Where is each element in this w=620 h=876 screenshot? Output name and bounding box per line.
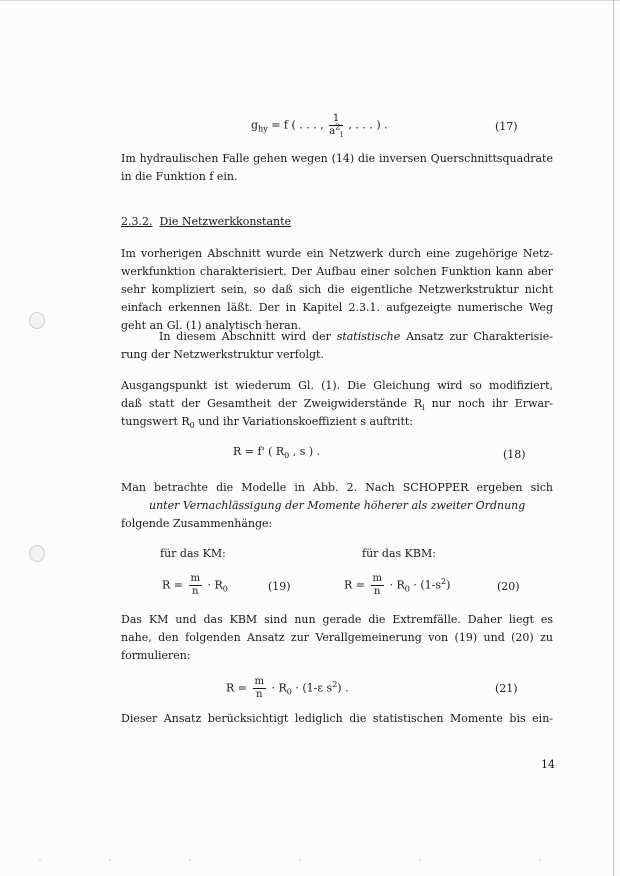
- text-line: in die Funktion f ein.: [121, 170, 238, 183]
- fraction-numerator: m: [254, 676, 264, 687]
- text-line: sehr kompliziert sein, so daß sich die eigentliche Netzwerkstruktur nicht: [121, 283, 553, 296]
- eq-text: R =: [344, 578, 365, 592]
- text-run: In diesem Abschnitt wird der: [159, 330, 337, 343]
- paragraph: [121, 710, 553, 728]
- fraction: [189, 573, 202, 598]
- text-line: Im vorherigen Abschnitt wurde ein Netzwerk durch eine zugehörige Netz-: [121, 247, 553, 260]
- text-line: werkfunktion charakterisiert. Der Aufbau einer solchen Funktion kann aber: [121, 265, 553, 278]
- fraction-denominator: n: [374, 586, 381, 597]
- paragraph: [121, 150, 553, 186]
- fraction-denominator: n: [256, 689, 263, 700]
- text-line: Das KM und das KBM sind nun gerade die Extremfälle. Daher liegt es: [121, 613, 553, 626]
- text-run: Ansatz zur Charakterisie-: [400, 330, 553, 343]
- text-sub: i: [422, 403, 425, 413]
- fraction-numerator: m: [190, 573, 200, 584]
- eq-sub: 0: [286, 687, 292, 697]
- equation-number: (19): [268, 580, 291, 593]
- page-number: 14: [541, 758, 555, 771]
- eq-text: g: [251, 118, 259, 132]
- eq-text: · R: [389, 578, 405, 592]
- eq-text: ) .: [337, 681, 349, 695]
- equation-number: (20): [497, 580, 520, 593]
- section-heading: [121, 213, 291, 231]
- eq-text: R =: [162, 578, 183, 592]
- eq-text: · (1-ε s: [291, 681, 333, 695]
- equation-19: [162, 573, 228, 598]
- text-line: folgende Zusammenhänge:: [121, 517, 273, 530]
- eq-sub: i: [340, 130, 343, 139]
- eq-text: = f ( . . . ,: [267, 118, 324, 132]
- equation-21: [226, 676, 349, 701]
- eq-sup: 2: [332, 679, 338, 689]
- fraction-numerator: m: [372, 573, 382, 584]
- eq-text: R = f' ( R: [233, 445, 285, 458]
- label-kbm: für das KBM:: [362, 547, 436, 560]
- eq-sub: 0: [404, 584, 410, 594]
- emphasis: statistische: [336, 330, 401, 343]
- fraction-denominator: n: [192, 586, 199, 597]
- label-km: für das KM:: [160, 547, 226, 560]
- eq-text: ): [446, 578, 451, 592]
- text-line: [121, 328, 553, 346]
- fraction-denominator: [329, 122, 343, 139]
- eq-sub: 0: [284, 451, 290, 461]
- eq-text: · (1-s: [409, 578, 442, 592]
- eq-text: a: [329, 126, 336, 137]
- heading-number: 2.3.2.: [121, 215, 153, 228]
- eq-text: , s ) .: [289, 445, 321, 458]
- scan-speckles: [0, 858, 620, 862]
- text-line: [121, 395, 553, 413]
- eq-sub: 0: [222, 584, 228, 594]
- text-run: tungswert R: [121, 415, 190, 428]
- paragraph: [121, 479, 553, 533]
- text-line: [121, 413, 553, 431]
- text-run: nur noch ihr Erwar-: [424, 397, 553, 410]
- equation-18: [233, 443, 320, 461]
- text-line: Im hydraulischen Falle gehen wegen (14) die inversen Querschnittsquadrate: [121, 152, 553, 165]
- equation-20: [344, 573, 450, 598]
- paragraph: [121, 328, 553, 364]
- equation-number: (18): [503, 448, 526, 461]
- text-line: nahe, den folgenden Ansatz zur Verallgemeinerung von (19) und (20) zu: [121, 631, 553, 644]
- text-sub: 0: [189, 421, 195, 431]
- fraction: [371, 573, 384, 598]
- paragraph: [121, 245, 553, 335]
- eq-sup: 2: [441, 576, 447, 586]
- text-line: Dieser Ansatz berücksichtigt lediglich die statistischen Momente bis ein-: [121, 712, 553, 725]
- punch-hole: [29, 312, 45, 329]
- paragraph: [121, 377, 553, 431]
- eq-text: · R: [207, 578, 223, 592]
- heading-title: Die Netzwerkkonstante: [159, 215, 292, 228]
- equation-number: (21): [495, 682, 518, 695]
- equation-17: [251, 113, 388, 138]
- punch-hole: [29, 545, 45, 562]
- equation-number: (17): [495, 120, 518, 133]
- eq-sub: hy: [258, 124, 268, 134]
- text-line: einfach erkennen läßt. Der in Kapitel 2.3.1. aufgezeigte numerische Weg: [121, 301, 553, 314]
- fraction: [253, 676, 266, 701]
- text-line: [121, 497, 553, 515]
- eq-text: · R: [271, 681, 287, 695]
- eq-text: , . . . ) .: [348, 118, 388, 132]
- paragraph: [121, 611, 553, 665]
- eq-text: R =: [226, 681, 247, 695]
- fraction-numerator: 1: [329, 113, 343, 126]
- text-line: rung der Netzwerkstruktur verfolgt.: [121, 348, 324, 361]
- text-run: und ihr Variationskoeffizient s auftritt:: [194, 415, 413, 428]
- page-edge: [0, 0, 620, 1]
- text-line: Man betrachte die Modelle in Abb. 2. Nach SCHOPPER ergeben sich: [121, 481, 553, 494]
- text-line: formulieren:: [121, 649, 191, 662]
- text-run: daß statt der Gesamtheit der Zweigwiderstände R: [121, 397, 423, 410]
- text-line: geht an Gl. (1) analytisch heran.: [121, 319, 302, 332]
- emphasis: unter Vernachlässigung der Momente höherer als zweiter Ordnung: [149, 499, 526, 512]
- text-line: Ausgangspunkt ist wiederum Gl. (1). Die Gleichung wird so modifiziert,: [121, 379, 553, 392]
- fraction: [329, 113, 343, 138]
- eq-sup: 2: [335, 122, 341, 132]
- page-edge: [613, 0, 614, 876]
